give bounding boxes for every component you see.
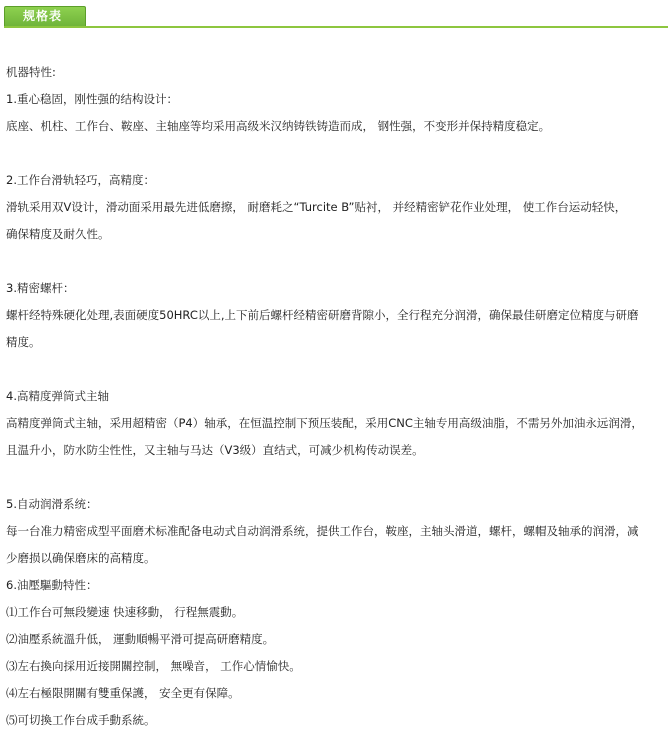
spec-content bbox=[6, 59, 666, 734]
text-line: 高精度弹筒式主轴，采用超精密（P4）轴承，在恒温控制下预压装配，采用CNC主轴专用高级油脂，不需另外加油永远润滑， bbox=[6, 416, 643, 430]
text-line: 4.高精度弹筒式主轴 bbox=[6, 389, 109, 403]
text-line: 3.精密螺杆： bbox=[6, 281, 75, 295]
text-line: 5.自动润滑系统： bbox=[6, 497, 98, 511]
blank-line bbox=[6, 140, 666, 167]
text-line: 确保精度及耐久性。 bbox=[6, 227, 110, 241]
blank-line bbox=[6, 464, 666, 491]
text-line: ⑸可切換工作台成手動系統。 bbox=[6, 713, 156, 727]
text-line: 1.重心稳固，刚性强的结构设计： bbox=[6, 92, 178, 106]
text-line: ⑵油壓系統溫升低， 運動順暢平滑可提高研磨精度。 bbox=[6, 632, 275, 646]
spec-tab[interactable]: 规格表 bbox=[4, 6, 86, 26]
text-line: ⑷左右極限開關有雙重保護， 安全更有保障。 bbox=[6, 686, 240, 700]
text-line: ⑶左右換向採用近接開關控制， 無噪音， 工作心情愉快。 bbox=[6, 659, 301, 673]
text-line: 2.工作台滑轨轻巧，高精度： bbox=[6, 173, 155, 187]
text-line: 螺杆经特殊硬化处理,表面硬度50HRC以上,上下前后螺杆经精密研磨背隙小，全行程充分润滑，确保最佳研磨定位精度与研磨 bbox=[6, 308, 639, 322]
text-line: 6.油壓驅動特性： bbox=[6, 578, 98, 592]
blank-line bbox=[6, 356, 666, 383]
text-line: 机器特性: bbox=[6, 65, 56, 79]
text-line: ⑴工作台可無段變速 快速移動， 行程無震動。 bbox=[6, 605, 244, 619]
spec-tab-bar bbox=[4, 6, 668, 28]
text-line: 精度。 bbox=[6, 335, 41, 349]
blank-line bbox=[6, 248, 666, 275]
text-line: 底座、机柱、工作台、鞍座、主轴座等均采用高级米汉纳铸铁铸造而成， 钢性强，不变形并保持精度稳定。 bbox=[6, 119, 551, 133]
text-line: 少磨损以确保磨床的高精度。 bbox=[6, 551, 156, 565]
text-line: 且温升小，防水防尘性性，又主轴与马达（V3级）直结式，可减少机构传动误差。 bbox=[6, 443, 424, 457]
text-line: 每一台准力精密成型平面磨术标准配备电动式自动润滑系统，提供工作台，鞍座，主轴头滑道，螺杆，螺帽及轴承的润滑，减 bbox=[6, 524, 639, 538]
text-line: 滑轨采用双V设计，滑动面采用最先进低磨擦， 耐磨耗之“Turcite B”贴衬， 并经精密铲花作业处理， 使工作台运动轻快， bbox=[6, 200, 627, 214]
